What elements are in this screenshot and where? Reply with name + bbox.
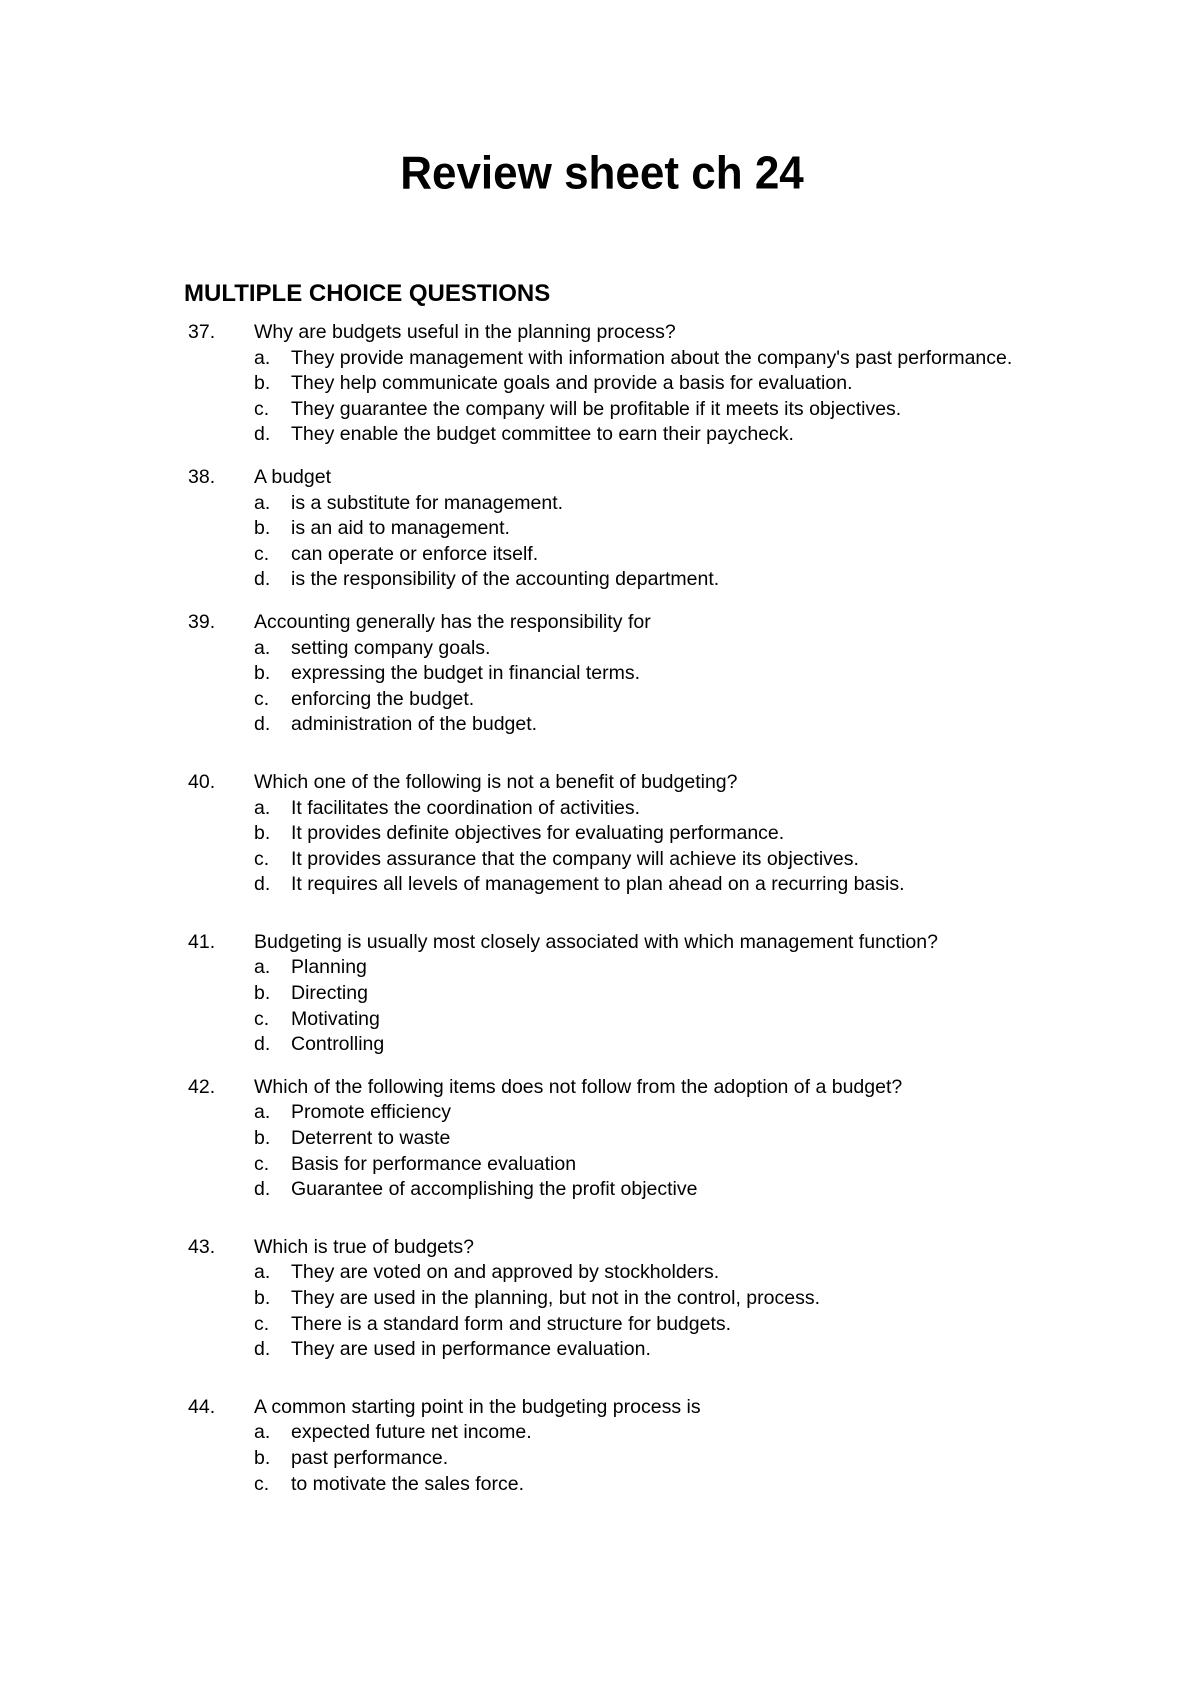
question-stem: A budget xyxy=(254,465,331,488)
option-letter: b. xyxy=(254,662,271,685)
option-letter: b. xyxy=(254,517,271,540)
option-text: Planning xyxy=(291,956,367,979)
option-a xyxy=(254,346,1200,372)
question-37 xyxy=(0,320,1200,448)
option-letter: a. xyxy=(254,1101,271,1124)
option-a xyxy=(254,1420,1200,1446)
option-text: expressing the budget in financial terms. xyxy=(291,662,641,685)
option-text: past performance. xyxy=(291,1446,449,1469)
option-c xyxy=(254,1312,1200,1338)
question-number: 41. xyxy=(188,930,216,953)
option-c xyxy=(254,687,1200,713)
option-d xyxy=(254,1337,1200,1363)
option-text: They provide management with information about the company's past performance. xyxy=(291,346,1013,369)
option-letter: c. xyxy=(254,847,270,870)
option-letter: d. xyxy=(254,568,271,591)
option-letter: a. xyxy=(254,1421,271,1444)
option-letter: b. xyxy=(254,1287,271,1309)
option-b xyxy=(254,371,1200,397)
option-b xyxy=(254,1126,1200,1152)
option-text: Guarantee of accomplishing the profit objective xyxy=(291,1178,698,1201)
option-letter: c. xyxy=(254,1472,270,1495)
option-d xyxy=(254,1032,1200,1058)
option-c xyxy=(254,542,1200,568)
question-stem: Budgeting is usually most closely associated with which management function? xyxy=(254,930,938,953)
option-text: expected future net income. xyxy=(291,1421,532,1444)
question-stem: A common starting point in the budgeting process is xyxy=(254,1395,701,1418)
option-c xyxy=(254,847,1200,873)
option-text: is an aid to management. xyxy=(291,517,510,540)
option-letter: a. xyxy=(254,1261,271,1284)
question-number: 39. xyxy=(188,610,216,633)
question-number: 42. xyxy=(188,1075,216,1098)
question-number: 43. xyxy=(188,1235,216,1258)
option-b xyxy=(254,1286,1200,1312)
option-letter: b. xyxy=(254,372,271,395)
question-number: 37. xyxy=(188,321,216,343)
question-42 xyxy=(0,1075,1200,1203)
option-b xyxy=(254,661,1200,687)
question-43 xyxy=(0,1235,1200,1363)
option-a xyxy=(254,491,1200,517)
option-letter: c. xyxy=(254,1312,270,1335)
question-stem: Which is true of budgets? xyxy=(254,1235,475,1258)
question-38 xyxy=(0,465,1200,593)
option-letter: b. xyxy=(254,982,271,1005)
question-41 xyxy=(0,930,1200,1058)
option-letter: c. xyxy=(254,1007,270,1030)
option-text: They are used in the planning, but not in the control, process. xyxy=(291,1287,820,1309)
option-a xyxy=(254,955,1200,981)
option-letter: b. xyxy=(254,1127,271,1150)
question-stem: Which of the following items does not follow from the adoption of a budget? xyxy=(254,1075,903,1098)
option-letter: b. xyxy=(254,822,271,845)
option-text: to motivate the sales force. xyxy=(291,1472,525,1495)
option-b xyxy=(254,981,1200,1007)
option-letter: c. xyxy=(254,1152,270,1175)
option-b xyxy=(254,1446,1200,1472)
option-b xyxy=(254,516,1200,542)
option-text: setting company goals. xyxy=(291,636,491,659)
section-heading: MULTIPLE CHOICE QUESTIONS xyxy=(184,280,551,307)
page-title: Review sheet ch 24 xyxy=(400,147,804,200)
option-text: Controlling xyxy=(291,1033,385,1056)
option-d xyxy=(254,872,1200,898)
option-letter: c. xyxy=(254,397,270,420)
option-letter: b. xyxy=(254,1446,271,1469)
option-c xyxy=(254,1152,1200,1178)
option-text: Deterrent to waste xyxy=(291,1127,451,1150)
option-text: It requires all levels of management to plan ahead on a recurring basis. xyxy=(291,873,905,896)
question-number: 38. xyxy=(188,465,216,488)
option-d xyxy=(254,422,1200,448)
option-text: They help communicate goals and provide a basis for evaluation. xyxy=(291,372,853,395)
option-letter: d. xyxy=(254,713,271,736)
option-text: Directing xyxy=(291,982,368,1005)
option-text: Basis for performance evaluation xyxy=(291,1152,577,1175)
option-text: It provides assurance that the company will achieve its objectives. xyxy=(291,847,859,870)
option-b xyxy=(254,821,1200,847)
option-a xyxy=(254,636,1200,662)
option-letter: c. xyxy=(254,542,270,565)
option-text: They are used in performance evaluation. xyxy=(291,1338,651,1361)
option-text: Promote efficiency xyxy=(291,1101,452,1124)
option-a xyxy=(254,1260,1200,1286)
option-text: Motivating xyxy=(291,1007,380,1030)
option-letter: d. xyxy=(254,1178,271,1201)
option-text: It facilitates the coordination of activities. xyxy=(291,796,641,819)
option-d xyxy=(254,1177,1200,1203)
question-stem: Accounting generally has the responsibility for xyxy=(254,610,651,633)
option-text: can operate or enforce itself. xyxy=(291,542,539,565)
option-text: is a substitute for management. xyxy=(291,491,564,514)
option-text: They enable the budget committee to earn their paycheck. xyxy=(291,423,794,446)
option-a xyxy=(254,796,1200,822)
option-c xyxy=(254,397,1200,423)
option-letter: c. xyxy=(254,687,270,710)
option-c xyxy=(254,1472,1200,1498)
question-stem: Which one of the following is not a benefit of budgeting? xyxy=(254,770,738,793)
option-c xyxy=(254,1007,1200,1033)
option-a xyxy=(254,1100,1200,1126)
option-letter: d. xyxy=(254,423,271,446)
option-letter: a. xyxy=(254,956,271,979)
option-letter: a. xyxy=(254,796,271,819)
option-text: It provides definite objectives for evaluating performance. xyxy=(291,822,785,845)
option-d xyxy=(254,567,1200,593)
option-letter: d. xyxy=(254,873,271,896)
question-list xyxy=(0,320,1200,1497)
question-39 xyxy=(0,610,1200,738)
question-number: 40. xyxy=(188,770,216,793)
option-letter: d. xyxy=(254,1338,271,1361)
option-letter: a. xyxy=(254,636,271,659)
option-text: They guarantee the company will be profitable if it meets its objectives. xyxy=(291,397,902,420)
option-text: enforcing the budget. xyxy=(291,687,475,710)
question-40 xyxy=(0,770,1200,898)
option-text: They are voted on and approved by stockholders. xyxy=(291,1261,720,1284)
option-letter: d. xyxy=(254,1033,271,1056)
option-letter: a. xyxy=(254,491,271,514)
question-44 xyxy=(0,1395,1200,1497)
question-stem: Why are budgets useful in the planning process? xyxy=(254,321,676,343)
option-letter: a. xyxy=(254,346,271,369)
option-d xyxy=(254,712,1200,738)
option-text: is the responsibility of the accounting department. xyxy=(291,568,720,591)
question-number: 44. xyxy=(188,1395,216,1418)
option-text: There is a standard form and structure for budgets. xyxy=(291,1312,732,1335)
option-text: administration of the budget. xyxy=(291,713,538,736)
